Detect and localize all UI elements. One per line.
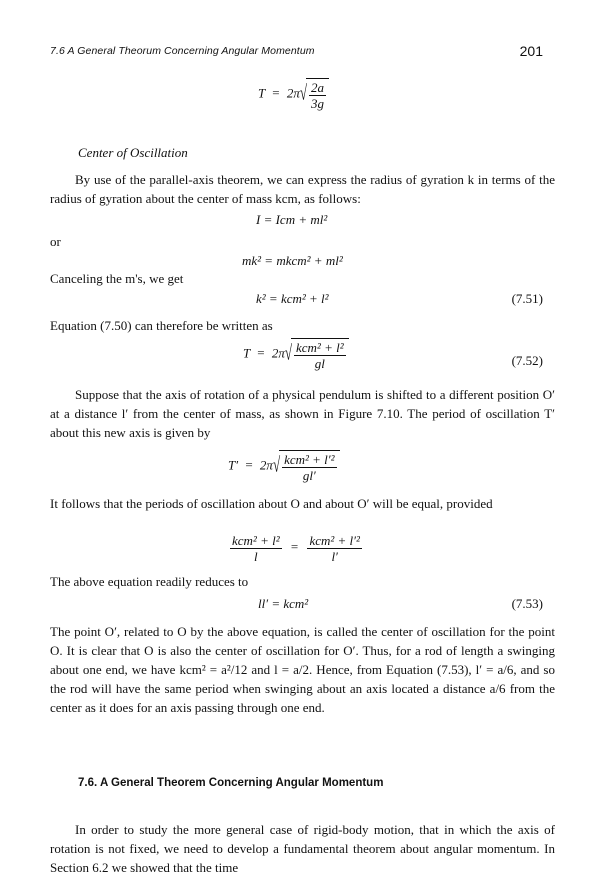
paragraph-angular-momentum-intro: In order to study the more general case of rigid-body motion, that in which the axis of rotation is not fixed, we need to develop a fundamental theorem about angular momentum. In Section 6.2 we showed that the time [50, 822, 555, 875]
equation-mk: mk² = mkcm² + ml² [242, 253, 343, 268]
equation-7-53: ll′ = kcm² [258, 596, 309, 611]
word-or: or [50, 234, 61, 249]
section-title: 7.6. A General Theorem Concerning Angular Momentum [78, 777, 384, 789]
subsection-title: Center of Oscillation [78, 145, 188, 160]
canceling-text: Canceling the m's, we get [50, 271, 184, 286]
running-header: 7.6 A General Theorum Concerning Angular Momentum [50, 45, 315, 57]
equation-period-prime: T′ = 2π√ $\frac{\text{kcm² + l′²}}{gl'}$ [228, 450, 340, 483]
equation-number-7-51: (7.51) [511, 291, 543, 306]
paragraph-shifted-axis: Suppose that the axis of rotation of a physical pendulum is shifted to a different position O′ at a distance l′ from the center of mass, as shown in Figure 7.10. The period of oscillation T′ about this new axis is given by [50, 387, 555, 440]
equation-7-52: T = 2π√ $\frac{\text{kcm² + l²}}{gl}$ [243, 338, 349, 371]
equation-equal-periods: $\frac{\text{kcm² + l²}}{l}$ = $\frac{\text{kcm² + l′²}}{l'}$ [232, 533, 360, 564]
paragraph-parallel-axis: By use of the parallel-axis theorem, we can express the radius of gyration k in terms of the radius of gyration about the center of mass kcm, as follows: [50, 172, 555, 206]
paragraph-center-of-oscillation: The point O′, related to O by the above equation, is called the center of oscillation for the point O. It is clear that O is also the center of oscillation for O′. Thus, for a rod of length a swinging about one end, we have kcm² = a²/12 and l = a/2. Hence, from Equation (7.53), l′ = a/6, and so the rod will have the same period when swinging about an axis located a distance a/6 from the center as it does for an axis passing through one end. [50, 624, 555, 715]
page-number: 201 [519, 43, 543, 59]
equation-number-7-52: (7.52) [511, 353, 543, 368]
equation-number-7-53: (7.53) [511, 596, 543, 611]
paragraph-equation-750: Equation (7.50) can therefore be written as [50, 318, 273, 333]
equation-moment-inertia: I = Icm + ml² [256, 212, 328, 227]
equation-7-51: k² = kcm² + l² [256, 291, 329, 306]
equation-period-rod: T = 2π√ $\frac{2a}{3g}$ [258, 78, 329, 111]
paragraph-reduces: The above equation readily reduces to [50, 574, 249, 589]
paragraph-equal-periods: It follows that the periods of oscillation about O and about O′ will be equal, provided [50, 496, 493, 511]
